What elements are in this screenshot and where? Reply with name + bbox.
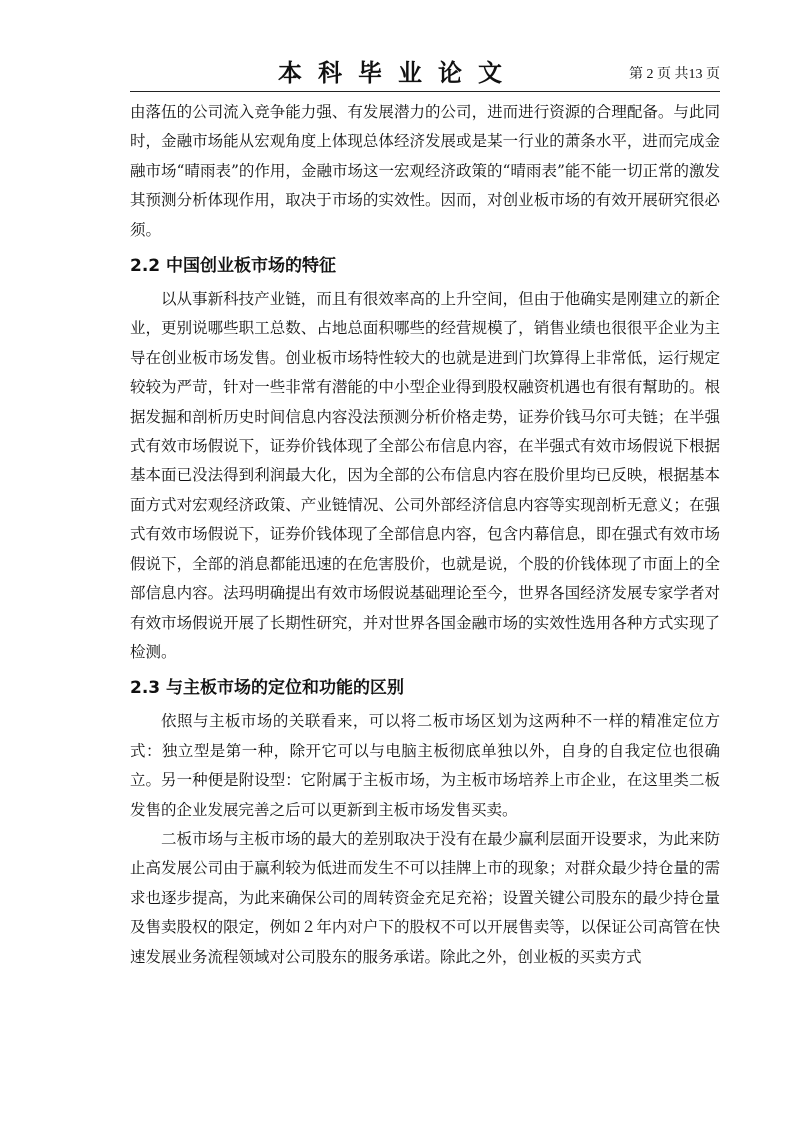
header-title: 本科毕业论文 bbox=[278, 59, 518, 87]
section-heading-2-3: 2.3 与主板市场的定位和功能的区别 bbox=[130, 678, 405, 699]
paragraph-continued: 由落伍的公司流入竞争能力强、有发展潜力的公司，进而进行资源的合理配备。与此同时，金融市场能从宏观角度上体现总体经济发展或是某一行业的萧条水平，进而完成金融市场“晴雨表”的作用，金融市场这一宏观经济政策的“晴雨表”能不能一切正常的激发其预测分析体现作用，取决于市场的实效性。因而，对创业板市场的有效开展研究很必须。 bbox=[130, 103, 720, 239]
paragraph-chinext-features: 以从事新科技产业链，而且有很效率高的上升空间，但由于他确实是刚建立的新企业，更别说哪些职工总数、占地总面积哪些的经营规模了，销售业绩也很很平企业为主导在创业板市场发售。创业板市场特性较大的也就是进到门坎算得上非常低，运行规定较较为严苛，针对一些非常有潜能的中小型企业得到股权融资机遇也有很有幫助的。根据发掘和剖析历史时间信息内容没法预测分析价格走势，证券价钱马尔可夫链；在半强式有效市场假说下，证券价钱体现了全部公布信息内容，在半强式有效市场假说下根据基本面已没法得到利润最大化，因为全部的公布信息内容在股价里均已反映，根据基本面方式对宏观经济政策、产业链情况、公司外部经济信息内容等实现剖析无意义；在强式有效市场假说下，证券价钱体现了全部信息内容，包含内幕信息，即在强式有效市场假说下，全部的消息都能迅速的在危害股价，也就是说，个股的价钱体现了市面上的全部信息内容。法玛明确提出有效市场假说基础理论至今，世界各国经济发展专家学者对有效市场假说开展了长期性研究，并对世界各国金融市场的实效性选用各种方式实现了检测。 bbox=[130, 290, 720, 661]
paragraph-positioning: 依照与主板市场的关联看来，可以将二板市场区划为这两种不一样的精准定位方式：独立型是第一种，除开它可以与电脑主板彻底单独以外，自身的自我定位也很确立。另一种便是附设型：它附属于主板市场，为主板市场培养上市企业，在这里类二板发售的企业发展完善之后可以更新到主板市场发售买卖。 bbox=[130, 712, 720, 819]
header-page-info: 第 2 页 共13 页 bbox=[629, 67, 720, 82]
document-body bbox=[130, 98, 720, 972]
header-divider bbox=[130, 91, 720, 92]
section-heading-2-2: 2.2 中国创业板市场的特征 bbox=[130, 256, 337, 277]
paragraph-differences: 二板市场与主板市场的最大的差别取决于没有在最少赢利层面开设要求，为此来防止高发展公司由于赢利较为低进而发生不可以挂牌上市的现象；对群众最少持仓量的需求也逐步提高，为此来确保公司的周转资金充足充裕；设置关键公司股东的最少持仓量及售卖股权的限定，例如２年内对户下的股权不可以开展售卖等，以保证公司高管在快速发展业务流程领域对公司股东的服务承诺。除此之外，创业板的买卖方式 bbox=[130, 829, 720, 966]
page-header bbox=[130, 54, 720, 94]
